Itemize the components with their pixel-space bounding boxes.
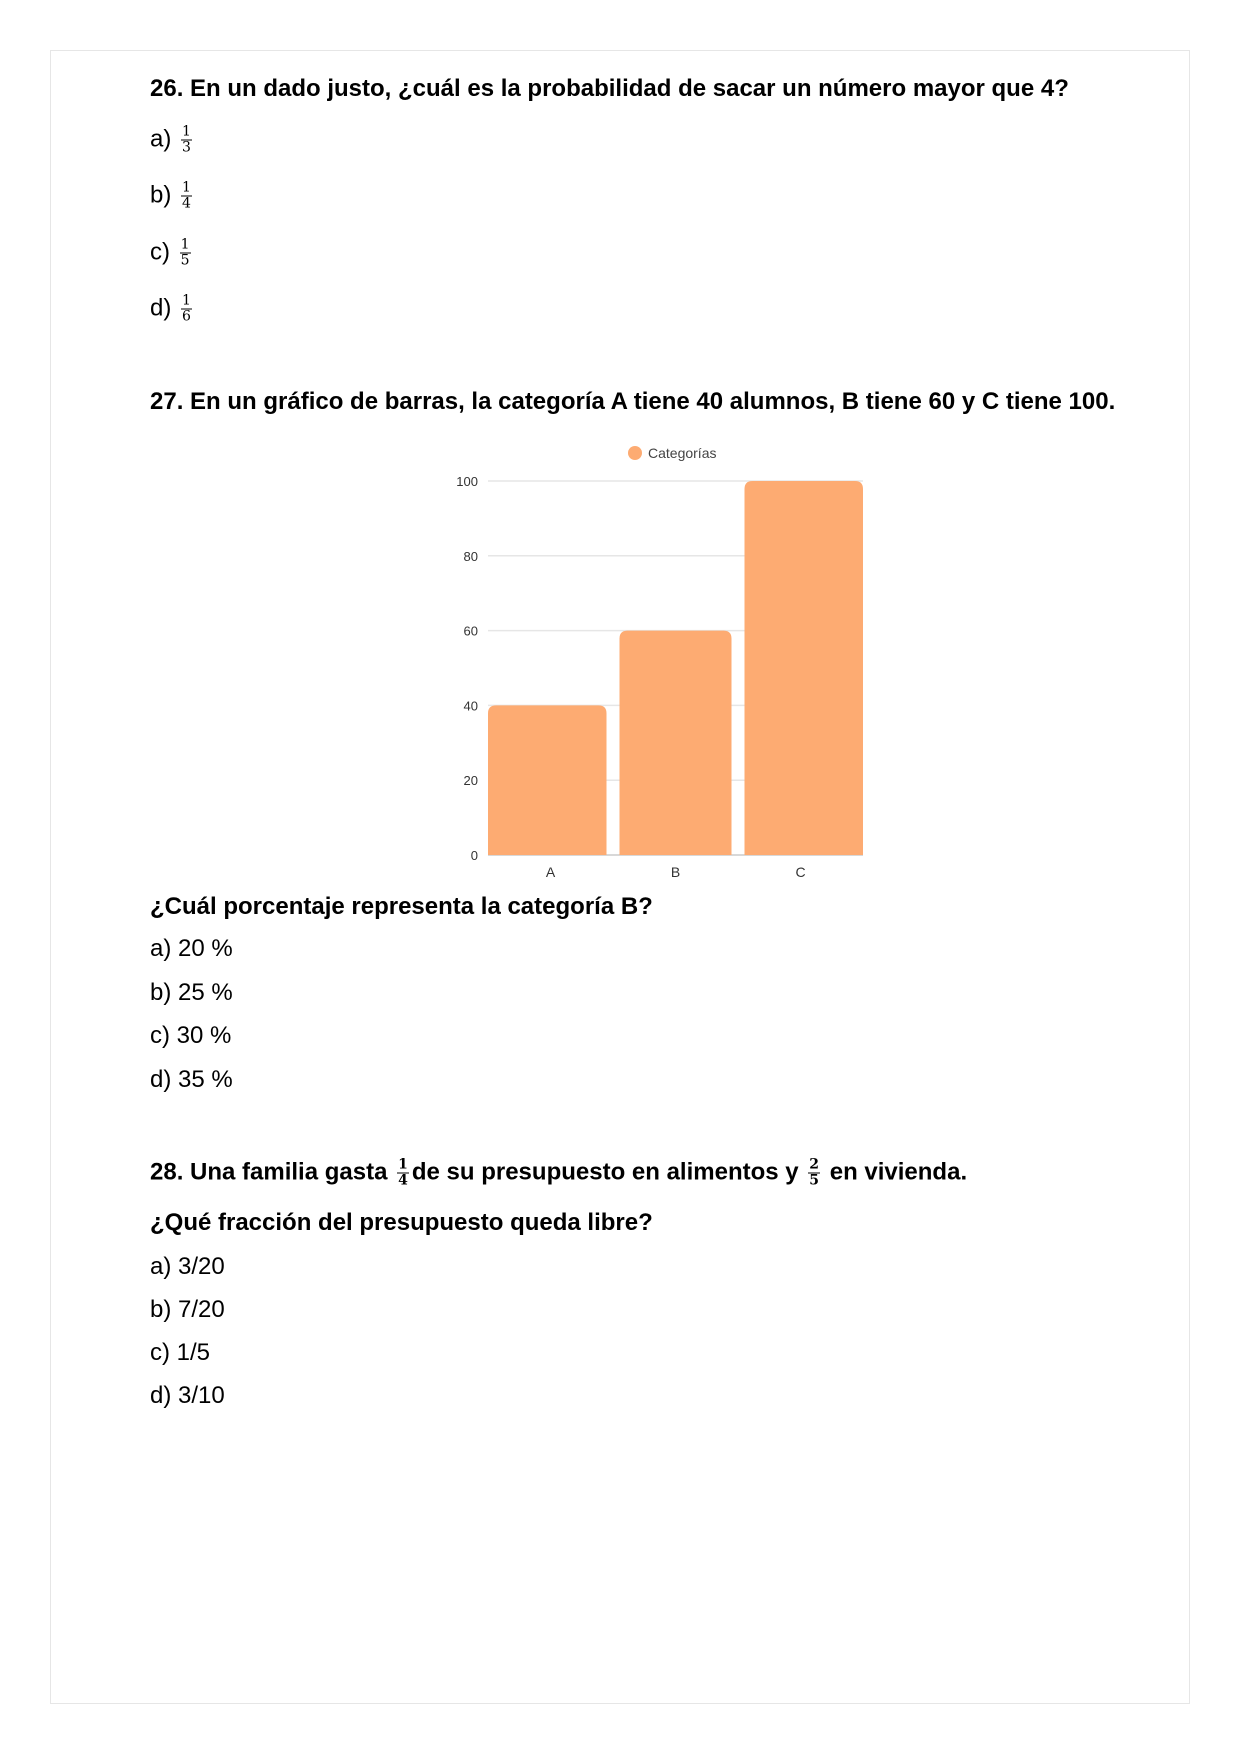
option-label: a)	[150, 125, 172, 153]
bar-A	[488, 705, 607, 855]
question-27-subquestion: ¿Cuál porcentaje representa la categoría B?	[150, 893, 653, 920]
y-tick-label: 0	[470, 848, 478, 863]
q26-option-d[interactable]	[150, 294, 195, 325]
q26-option-a[interactable]	[150, 125, 195, 156]
q26-option-c[interactable]	[150, 238, 194, 269]
bar-B	[620, 631, 732, 855]
fraction: $\frac{1}{3}$	[182, 123, 191, 156]
fraction: $\frac{1}{6}$	[182, 292, 191, 325]
option-label: d)	[150, 294, 172, 322]
q26-option-b[interactable]	[150, 181, 195, 212]
legend-marker	[628, 446, 642, 460]
x-tick-label: C	[795, 864, 806, 880]
bar-chart	[430, 430, 890, 880]
y-tick-label: 20	[463, 773, 478, 789]
question-28-title: 28. Una familia gasta $\frac{1}{4}$ de su presupuesto en alimentos y $\frac{2}{5}$ en vivienda.	[150, 1156, 968, 1189]
option-label: b)	[150, 181, 172, 209]
q28-option-d[interactable]: d) 3/10	[150, 1382, 225, 1409]
fraction: $\frac{2}{5}$	[809, 1156, 820, 1189]
question-26-title: 26. En un dado justo, ¿cuál es la probabilidad de sacar un número mayor que 4?	[150, 75, 1069, 102]
y-tick-label: 60	[463, 623, 478, 639]
q27-option-a[interactable]: a) 20 %	[150, 935, 233, 962]
q27-option-b[interactable]: b) 25 %	[150, 979, 233, 1006]
q28-option-a[interactable]: a) 3/20	[150, 1253, 225, 1280]
option-label: c)	[150, 238, 170, 266]
fraction: $\frac{1}{4}$	[182, 179, 191, 212]
bar-C	[745, 481, 864, 855]
x-tick-label: A	[545, 864, 556, 880]
q27-option-d[interactable]: d) 35 %	[150, 1066, 233, 1093]
q28-option-b[interactable]: b) 7/20	[150, 1296, 225, 1323]
y-tick-label: 100	[456, 474, 478, 489]
legend-label: Categorías	[648, 445, 717, 461]
q28-option-c[interactable]: c) 1/5	[150, 1339, 211, 1366]
question-28-subquestion: ¿Qué fracción del presupuesto queda libre?	[150, 1209, 653, 1236]
x-tick-label: B	[670, 864, 681, 880]
fraction: $\frac{1}{4}$	[398, 1156, 408, 1189]
question-27-title: 27. En un gráfico de barras, la categoría A tiene 40 alumnos, B tiene 60 y C tiene 100.	[150, 388, 1116, 415]
fraction: $\frac{1}{5}$	[180, 236, 190, 269]
y-tick-label: 80	[463, 548, 478, 564]
y-tick-label: 40	[463, 698, 478, 714]
q27-option-c[interactable]: c) 30 %	[150, 1022, 232, 1049]
